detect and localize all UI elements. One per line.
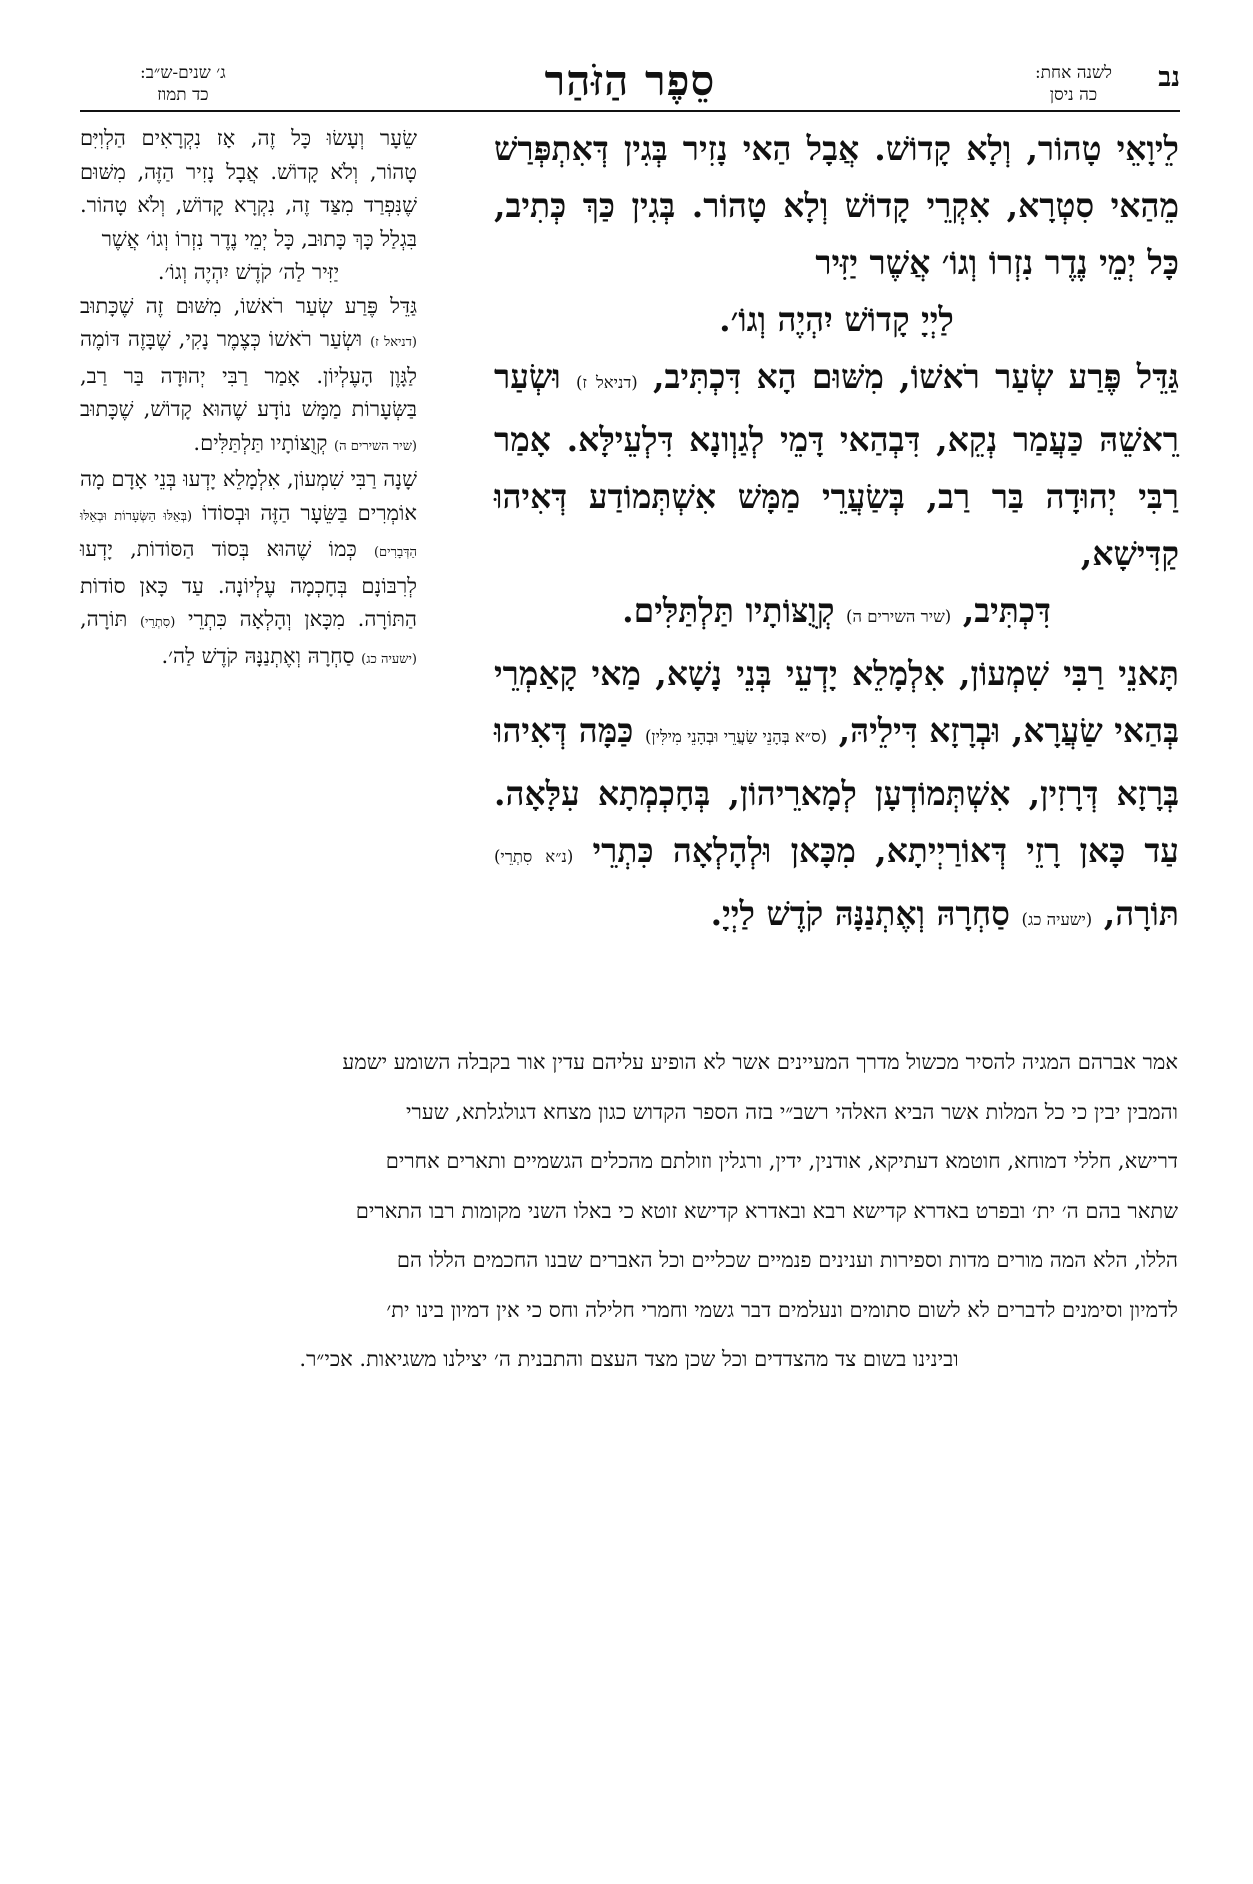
editor-note-line: ובינינו בשום צד מהצדדים וכל שכן מצד העצם והתבנית ה׳ יצילנו משגיאות. אכי״ר.: [299, 1347, 959, 1371]
aramaic-text: לֵיוָאֵי טָהוֹר, וְלָא קָדוֹשׁ. אֲבָל הַאי נָזִיר בְּגִין דְּאִתְפְּרַשׁ מֵהַאי סִטְרָא, אִקְרֵי קָדוֹשׁ וְלָא טָהוֹר. בְּגִין כַּךְ כְּתִיב, כָּל יְמֵי נֶדֶר נִזְרוֹ וְגוֹ׳ אֲשֶׁר יַזִּיר: [494, 129, 1179, 282]
page-header: [80, 56, 1180, 105]
aramaic-paragraph-2: [494, 348, 1179, 582]
header-left-info: [140, 62, 226, 106]
aramaic-text: גַּדֵּל פֶּרַע שְׂעַר רֹאשׁוֹ, מִשּׁוּם הָא דִּכְתִּיב,: [653, 357, 1179, 396]
editor-note-line: דרישא, חללי דמוחא, חוטמא דעתיקא, אודנין, ידין, ורגלין וזולתם מהכלים הגשמיים ותארים אחרים: [385, 1149, 1178, 1173]
hebrew-text: יַזִּיר לַה׳ קֹדֶשׁ יִהְיֶה וְגוֹ׳.: [157, 260, 340, 284]
aramaic-text: תָּאנֵי רַבִּי שִׁמְעוֹן, אִלְמָלֵא יָדְעֵי בְּנֵי נָשָׁא, מַאי קָאַמְרֵי בְּהַאי שַׂעֲרָא, וּבְרָזָא דִּילֵיהּ,: [494, 654, 1179, 750]
aramaic-text: לַיְיָ קָדוֹשׁ יִהְיֶה וְגוֹ׳.: [719, 300, 954, 339]
aramaic-text: כַּמָּה דְּאִיהוּ בְּרָזָא דְּרָזִין, אִשְׁתְּמוֹדְעָן לְמָארֵיהוֹן, בְּחָכְמְתָא עִלָּאָה. עַד כָּאן רָזֵי דְּאוֹרַיְיתָא, מִכָּאן וּלְהָלְאָה כִּתְרֵי: [494, 711, 1179, 870]
editor-note-line: שתאר בהם ה׳ ית׳ ובפרט באדרא קדישא רבא ובאדרא קדישא זוטא כי באלו השני מקומות רבו התארים: [355, 1198, 1178, 1223]
hebrew-text: סַחְרָהּ וְאֶתְנַנָּהּ קֹדֶשׁ לַה׳.: [161, 643, 355, 668]
aramaic-paragraph-2-end: [494, 582, 1179, 645]
book-title: סֵפֶר הַזֹּהַר: [544, 56, 716, 105]
page-number: נב: [1158, 62, 1180, 93]
hebrew-text: שָׁנָה רַבִּי שִׁמְעוֹן, אִלְמָלֵא יָדְעוּ בְּנֵי אָדָם מָה אוֹמְרִים בַּשֵּׂעָר הַזֶּה וּבְסוֹדוֹ: [80, 467, 417, 525]
variant-reading: (בְּאֵלּוּ הַשְּׂעָרוֹת וּבְאֵלּוּ הַדְּבָרִים): [80, 508, 417, 560]
variant-reading: (ס״א בְּהָנֵי שַׂעֲרֵי וּבְהָנֵי מִילִּין): [644, 727, 828, 746]
editor-note-line: לדמיון וסימנים לדברים לא לשום סתומים ונעלמים דבר גשמי וחמרי חלילה וחס כי אין דמיון בינו ית׳: [386, 1297, 1178, 1322]
scripture-reference: (שיר השירים ה): [846, 607, 952, 626]
hebrew-text: תּוֹרָה,: [80, 607, 128, 631]
hebrew-text: שֵׂעָר וְעָשׂוּ כָּל זֶה, אָז נִקְרָאִים הַלְוִיִּם טָהוֹר, וְלֹא קָדוֹשׁ. אֲבָל נָזִיר הַזֶּה, מִשּׁוּם שֶׁנִּפְרַד מִצַּד זֶה, נִקְרָא קָדוֹשׁ, וְלֹא טָהוֹר. בִּגְלַל כָּךְ כָּתוּב, כָּל יְמֵי נֶדֶר נִזְרוֹ וְגוֹ׳ אֲשֶׁר: [80, 126, 417, 251]
hebrew-text: וּשְׂעַר רֹאשׁוֹ כְּצֶמֶר נָקִי, שֶׁבָּזֶה דּוֹמֶה לַגָּוֶן הָעֶלְיוֹן. אָמַר רַבִּי יְהוּדָה בַּר רַב, בַּשְּׂעָרוֹת מַמָּשׁ נוֹדָע שֶׁהוּא קָדוֹשׁ, שֶׁכָּתוּב: [80, 327, 417, 421]
hebrew-paragraph-1-end: [80, 256, 417, 290]
editor-note: [80, 1038, 1178, 1385]
hebrew-text: קְוֻצּוֹתָיו תַּלְתַּלִּים.: [193, 430, 328, 455]
hebrew-text: גַּדֵּל פֶּרַע שְׂעַר רֹאשׁוֹ, מִשּׁוּם זֶה שֶׁכָּתוּב: [80, 293, 417, 318]
aramaic-paragraph-1: [494, 120, 1179, 291]
aramaic-text: דִּכְתִּיב,: [962, 591, 1051, 630]
header-left-line2: כד תמוז: [157, 85, 209, 105]
aramaic-paragraph-3: [494, 645, 1179, 948]
variant-reading: (סִתְרֵי): [139, 615, 176, 630]
scripture-reference: (שיר השירים ה): [334, 438, 417, 454]
header-left-line1: ג׳ שנים-ש״ב:: [140, 63, 226, 83]
editor-note-line: אמר אברהם המגיה להסיר מכשול מדרך המעיינים אשר לא הופיע עליהם עדין אור בקבלה השומע ישמע: [342, 1050, 1178, 1074]
aramaic-text: קְוֻצּוֹתָיו תַּלְתַּלִּים.: [622, 591, 835, 630]
header-divider: [80, 110, 1180, 112]
aramaic-text: וּשְׂעַר רֵאשֵׁהּ כַּעֲמַר נְקֵא, דִּבְהַאי דָּמֵי לְגַוְונָא דִּלְעֵילָּא. אָמַר רַבִּי יְהוּדָה בַּר רַב, בְּשַׂעֲרֵי מַמָּשׁ אִשְׁתְּמוֹדַע דְּאִיהוּ קַדִּישָׁא,: [494, 357, 1179, 573]
scripture-reference: (ישעיה כג): [1021, 910, 1093, 929]
scripture-reference: (דניאל ז): [575, 373, 638, 392]
scripture-reference: (דניאל ז): [370, 335, 417, 350]
scripture-reference: (ישעיה כג): [361, 651, 417, 667]
aramaic-text: תּוֹרָה,: [1103, 894, 1179, 933]
aramaic-column: [494, 120, 1179, 948]
aramaic-paragraph-1-end: [494, 291, 1179, 348]
hebrew-text: כְּמוֹ שֶׁהוּא בְּסוֹד הַסּוֹדוֹת, יָדְעוּ לְרִבּוֹנָם בְּחָכְמָה עֶלְיוֹנָה. עַד כָּאן סוֹדוֹת הַתּוֹרָה. מִכָּאן וְהָלְאָה כִּתְרֵי: [80, 537, 417, 631]
variant-reading: (נ״א סִתְרֵי): [494, 847, 574, 866]
hebrew-paragraph-1: [80, 122, 417, 256]
header-right-line2: כה ניסן: [1049, 85, 1098, 105]
hebrew-paragraph-2: [80, 290, 417, 464]
header-right-line1: לשנה אחת:: [1034, 63, 1112, 83]
aramaic-text: סַחְרָהּ וְאֶתְנַנָּהּ קֹדֶשׁ לַיְיָ.: [710, 894, 1010, 933]
hebrew-paragraph-3: [80, 463, 417, 676]
editor-note-line: והמבין יבין כי כל המלות אשר הביא האלהי רשב״י בזה הספר הקדוש כגון מצחא דגולגלתא, שערי: [406, 1099, 1178, 1124]
hebrew-translation-column: [80, 122, 417, 676]
editor-note-line: הללו, הלא המה מורים מדות וספירות וענינים פנמיים שכליים וכל האברים שבנו החכמים הללו הם: [396, 1248, 1178, 1272]
